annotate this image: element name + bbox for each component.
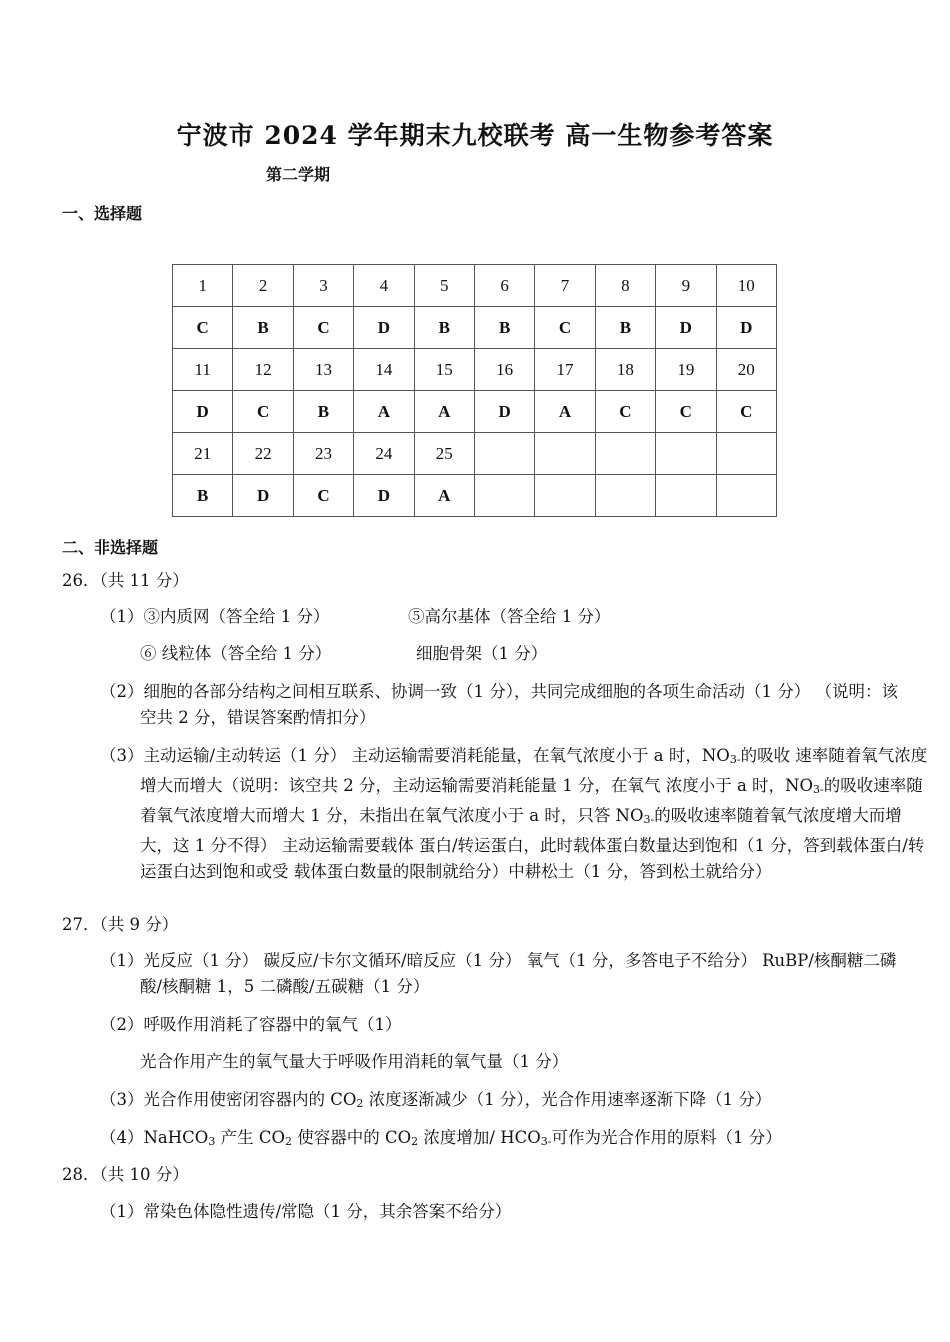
question-number [474, 433, 534, 475]
question-number: 25 [414, 433, 474, 475]
q26-part1-c: ⑥ 线粒体（答全给 1 分） [140, 644, 332, 663]
q26-part3-text: 的吸收速率随着氧气浓度增大而增大，这 1 分不得） 主动运输需要载体 蛋白/转运蛋白，此时载体蛋白数量达到饱和（1 分，答到载体蛋白/转运蛋白达到饱和或受 载体蛋白数量的限制就给分）中耕松土（1 分，答到松土就给分） [140, 806, 925, 881]
answer-cell: B [293, 391, 353, 433]
answer-cell: D [716, 307, 776, 349]
q26-part1-d: 细胞骨架（1 分） [416, 644, 548, 663]
question-number: 14 [354, 349, 414, 391]
q27-part4-text: 使容器中的 CO [291, 1128, 412, 1147]
answer-cell: C [656, 391, 716, 433]
question-number: 24 [354, 433, 414, 475]
answer-cell: D [474, 391, 534, 433]
answer-cell: C [173, 307, 233, 349]
q27-part2b: 光合作用产生的氧气量大于呼吸作用消耗的氧气量（1 分） [140, 1052, 569, 1071]
question-number: 21 [173, 433, 233, 475]
q26-part3-sub: 3- [729, 753, 741, 766]
question-number: 23 [293, 433, 353, 475]
q26-part1-b: ⑤高尔基体（答全给 1 分） [408, 607, 611, 626]
answer-cell: B [595, 307, 655, 349]
q26-part3-text: （3）主动运输/主动转运（1 分） 主动运输需要消耗能量，在氧气浓度小于 a 时，NO [100, 746, 730, 765]
question-26-title: 26．（共 11 分） [62, 571, 189, 590]
question-number: 19 [656, 349, 716, 391]
question-number: 17 [535, 349, 595, 391]
question-number: 12 [233, 349, 293, 391]
question-number: 18 [595, 349, 655, 391]
answer-cell: B [414, 307, 474, 349]
question-number [716, 433, 776, 475]
q26-part3-text: 的吸收 速率随着氧气浓度增大而增大（说明：该空共 2 分，主动运输需要消耗能量 1 分，在氧气 浓度小于 a 时，NO [140, 746, 928, 795]
question-number: 22 [233, 433, 293, 475]
q27-part4-sub: 3 [208, 1135, 216, 1148]
q26-part3 [100, 743, 930, 885]
answer-cell: C [716, 391, 776, 433]
question-number: 7 [535, 265, 595, 307]
q27-part1: （1）光反应（1 分） 碳反应/卡尔文循环/暗反应（1 分） 氧气（1 分，多答电子不给分） RuBP/核酮糖二磷酸/核酮糖 1，5 二磷酸/五碳糖（1 分） [100, 951, 897, 996]
answer-cell [474, 475, 534, 517]
question-number: 20 [716, 349, 776, 391]
question-number: 1 [173, 265, 233, 307]
answer-cell: C [595, 391, 655, 433]
q27-part3-sub: 2 [356, 1097, 364, 1110]
answer-cell: C [535, 307, 595, 349]
q27-part4-text: 产生 CO [215, 1128, 285, 1147]
table-row-answers [173, 307, 777, 349]
question-number: 9 [656, 265, 716, 307]
section-heading-nonchoice: 二、非选择题 [62, 538, 159, 557]
question-number: 4 [354, 265, 414, 307]
answer-cell: C [293, 475, 353, 517]
q27-part4-text: （4）NaHCO [100, 1128, 209, 1147]
q26-part3-sub: 3- [813, 783, 824, 796]
q27-part4-sub: 2 [284, 1135, 292, 1148]
question-28-title: 28．（共 10 分） [62, 1165, 189, 1184]
table-row-answers [173, 475, 777, 517]
question-number [535, 433, 595, 475]
q27-part3-text: （3）光合作用使密闭容器内的 CO [100, 1090, 357, 1109]
q27-part3-text: 浓度逐渐减少（1 分），光合作用速率逐渐下降（1 分） [363, 1090, 772, 1109]
answer-table [172, 264, 777, 517]
answer-cell: D [354, 307, 414, 349]
semester-label: 第二学期 [266, 165, 331, 184]
question-number: 3 [293, 265, 353, 307]
question-number: 8 [595, 265, 655, 307]
q27-part4 [100, 1125, 782, 1155]
question-number: 10 [716, 265, 776, 307]
answer-cell: A [414, 391, 474, 433]
answer-cell [656, 475, 716, 517]
table-row-answers [173, 391, 777, 433]
q27-part4-text: 可作为光合作用的原料（1 分） [551, 1128, 782, 1147]
q27-part3 [100, 1087, 771, 1117]
table-row-numbers [173, 265, 777, 307]
answer-cell: C [293, 307, 353, 349]
question-number [595, 433, 655, 475]
question-number: 16 [474, 349, 534, 391]
answer-cell: A [354, 391, 414, 433]
question-number: 2 [233, 265, 293, 307]
answer-cell: B [173, 475, 233, 517]
table-row-numbers [173, 349, 777, 391]
q26-part1-a: （1）③内质网（答全给 1 分） [100, 607, 330, 626]
table-row-numbers [173, 433, 777, 475]
question-number: 15 [414, 349, 474, 391]
answer-cell [716, 475, 776, 517]
answer-cell: A [535, 391, 595, 433]
q26-part2: （2）细胞的各部分结构之间相互联系、协调一致（1 分），共同完成细胞的各项生命活动（1 分） （说明：该空共 2 分，错误答案酌情扣分） [100, 682, 898, 727]
answer-cell: D [233, 475, 293, 517]
answer-cell: D [354, 475, 414, 517]
question-number: 5 [414, 265, 474, 307]
q27-part4-sub: 2 [411, 1135, 419, 1148]
answer-cell [595, 475, 655, 517]
question-number [656, 433, 716, 475]
q27-part2: （2）呼吸作用消耗了容器中的氧气（1） [100, 1015, 402, 1034]
question-number: 13 [293, 349, 353, 391]
q28-part1: （1）常染色体隐性遗传/常隐（1 分，其余答案不给分） [100, 1202, 512, 1221]
q26-part3-sub: 3- [643, 813, 655, 826]
section-heading-choice: 一、选择题 [62, 204, 143, 223]
answer-cell: A [414, 475, 474, 517]
answer-cell [535, 475, 595, 517]
q26-part3-text: 的吸收速率随着氧气浓度增大而增大 1 分，未指出在氧气浓度小于 a 时，只答 NO [140, 776, 923, 825]
answer-cell: B [474, 307, 534, 349]
answer-cell: D [656, 307, 716, 349]
q27-part4-sub: 3- [540, 1135, 552, 1148]
question-number: 11 [173, 349, 233, 391]
question-27-title: 27．（共 9 分） [62, 915, 179, 934]
q27-part4-text: 浓度增加/ HCO [418, 1128, 541, 1147]
answer-cell: D [173, 391, 233, 433]
page-title: 宁波市 2024 学年期末九校联考 高一生物参考答案 [176, 121, 774, 150]
answer-cell: B [233, 307, 293, 349]
answer-cell: C [233, 391, 293, 433]
question-number: 6 [474, 265, 534, 307]
